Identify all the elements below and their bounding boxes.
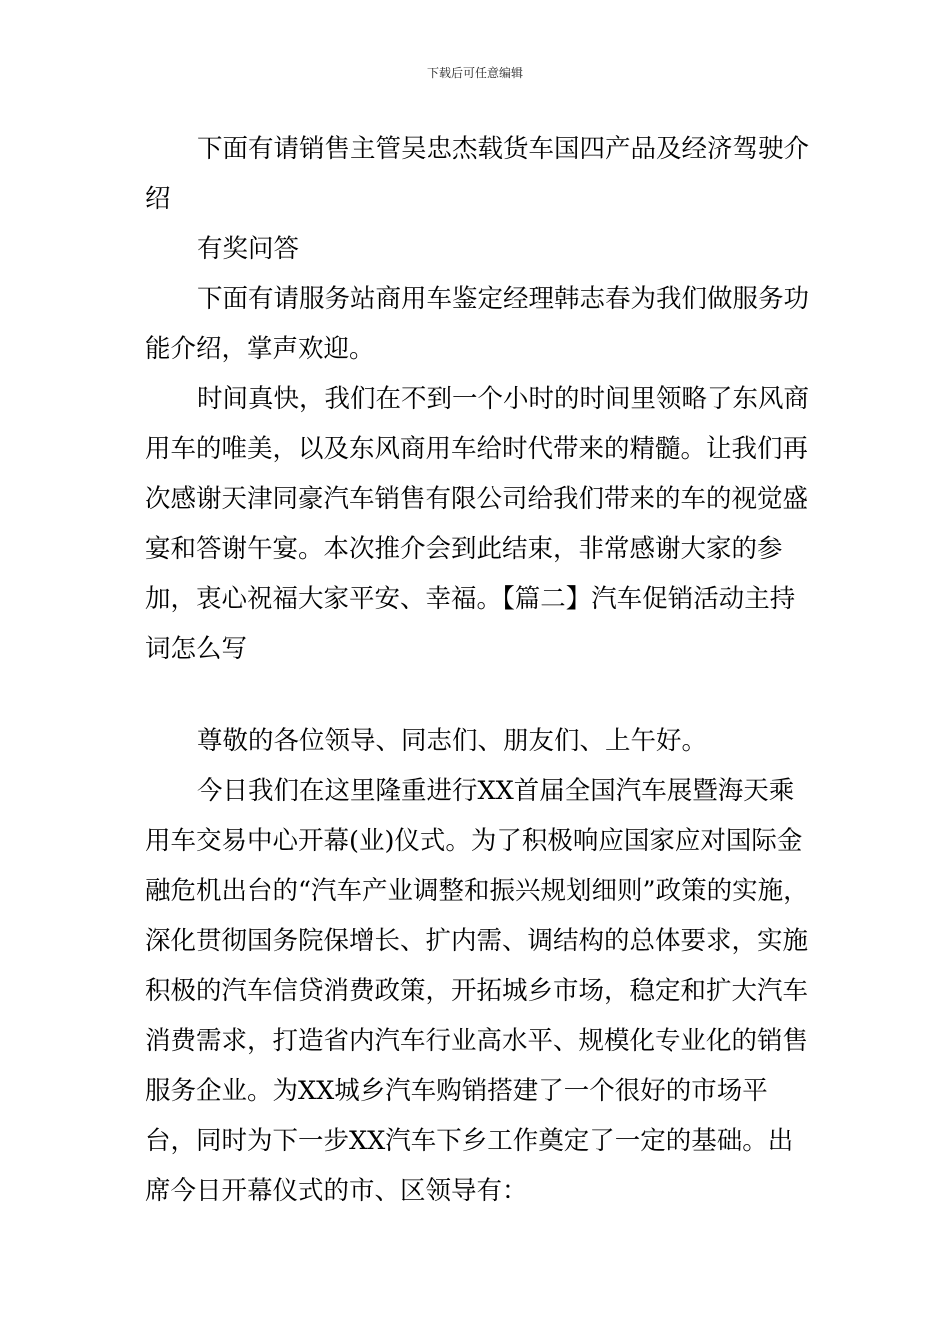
document-body: [145, 124, 809, 1216]
paragraph-opening-ceremony: 今日我们在这里隆重进行XX首届全国汽车展暨海天乘用车交易中心开幕(业)仪式。为了积极响应国家应对国际金融危机出台的“汽车产业调整和振兴规划细则”政策的实施，深化贯彻国务院保增长、扩内需、调结构的总体要求，实施积极的汽车信贷消费政策，开拓城乡市场，稳定和扩大汽车消费需求，打造省内汽车行业高水平、规模化专业化的销售服务企业。为XX城乡汽车购销搭建了一个很好的市场平台，同时为下一步XX汽车下乡工作奠定了一定的基础。出席今日开幕仪式的市、区领导有：: [145, 776, 809, 1206]
paragraph-closing: 时间真快，我们在不到一个小时的时间里领略了东风商用车的唯美，以及东风商用车给时代带来的精髓。让我们再次感谢天津同豪汽车销售有限公司给我们带来的车的视觉盛宴和答谢午宴。本次推介会到此结束，非常感谢大家的参加，衷心祝福大家平安、幸福。【篇二】汽车促销活动主持词怎么写: [145, 384, 810, 664]
paragraph-quiz: 有奖问答: [197, 234, 300, 264]
paragraph-intro-speaker: 下面有请销售主管吴忠杰载货车国四产品及经济驾驶介绍: [145, 134, 810, 214]
page-header: 下载后可任意编辑: [426, 66, 523, 80]
section-spacer: [145, 674, 809, 716]
paragraph-greeting: 尊敬的各位领导、同志们、朋友们、上午好。: [197, 726, 708, 756]
paragraph-service-intro: 下面有请服务站商用车鉴定经理韩志春为我们做服务功能介绍，掌声欢迎。: [145, 284, 810, 364]
